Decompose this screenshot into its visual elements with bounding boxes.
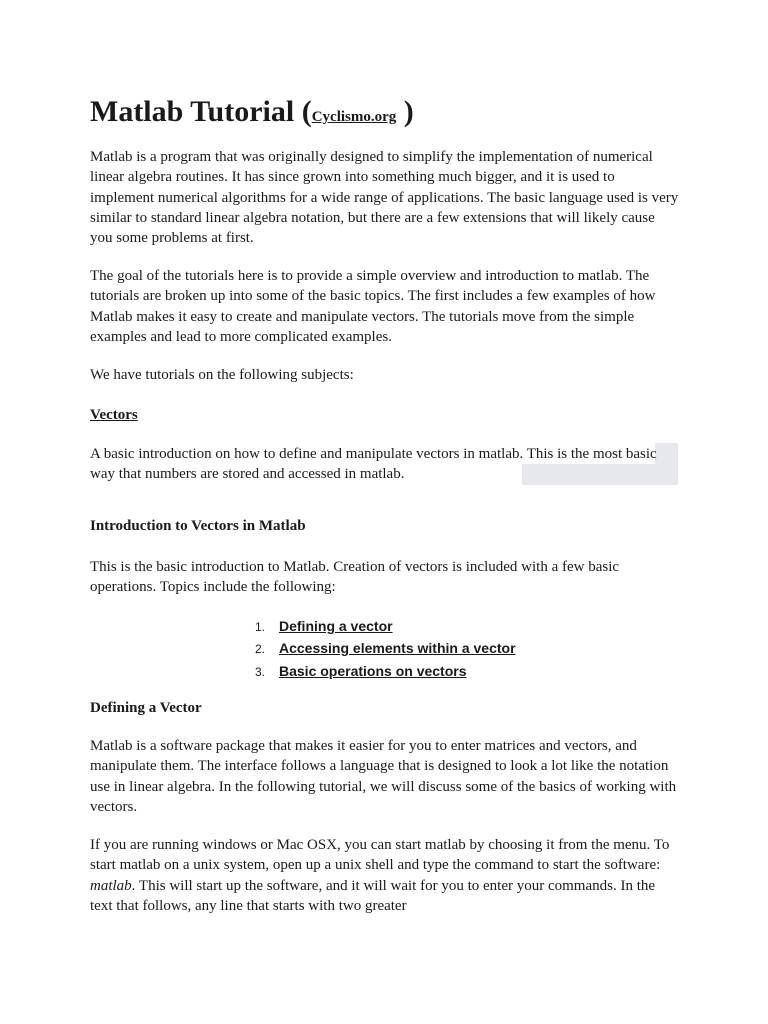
goal-paragraph: The goal of the tutorials here is to provide a simple overview and introduction to matlab. The tutorials are broken up into some of the basic topics. The first includes a few examples of how Matlab makes it easy to create and manipulate vectors. The tutorials move from the simple examples and lead to more complicated examples. (90, 268, 656, 345)
topic-link-basic-operations[interactable]: Basic operations on vectors (279, 662, 467, 679)
intro-vectors-paragraph: This is the basic introduction to Matlab. Creation of vectors is included with a few basic operations. Topics include the following: (90, 559, 620, 596)
topic-link-defining-vector[interactable]: Defining a vector (279, 618, 393, 634)
title-open-paren: ( (294, 95, 312, 128)
vectors-heading: Vectors (90, 407, 138, 423)
title-text: Matlab Tutorial (90, 95, 295, 128)
subjects-line: We have tutorials on the following subjects: (90, 367, 354, 383)
vectors-paragraph: A basic introduction on how to define and manipulate vectors in matlab. This is the most basic way that numbers are stored and accessed in matlab. (90, 446, 657, 483)
topic-number: 2. (255, 642, 266, 657)
defining-paragraph: Matlab is a software package that makes it easier for you to enter matrices and vectors, and manipulate them. The interface follows a language that is designed to look a lot like the notation use in linear algebra. In the following tutorial, we will discuss some of the basics of working with vectors. (90, 738, 677, 815)
topic-item (255, 616, 516, 638)
matlab-command: matlab (90, 877, 132, 894)
running-text-end: . This will start up the software, and it will wait for you to enter your commands. In the text that follows, any line that starts with two greater (90, 877, 656, 914)
page-title (90, 92, 414, 137)
topics-list (255, 616, 516, 683)
intro-paragraph: Matlab is a program that was originally designed to simplify the implementation of numerical linear algebra routines. It has since grown into something much bigger, and it is used to implement numerical algorithms for a wide range of applications. The basic language used is very similar to standard linear algebra notation, but there are a few extensions that will likely cause you some problems at first. (90, 149, 679, 247)
topic-item (255, 638, 516, 660)
title-site-link[interactable]: Cyclismo.org (311, 109, 397, 125)
topic-item (255, 661, 516, 683)
topic-link-accessing-elements[interactable]: Accessing elements within a vector (279, 640, 516, 657)
topic-number: 1. (255, 620, 266, 634)
intro-vectors-heading: Introduction to Vectors in Matlab (90, 518, 306, 534)
defining-heading: Defining a Vector (90, 700, 202, 716)
running-paragraph (90, 835, 680, 916)
topic-number: 3. (255, 664, 266, 679)
running-text-start: If you are running windows or Mac OSX, you can start matlab by choosing it from the menu. To start matlab on a unix system, open up a unix shell and type the command to start the software: (90, 837, 670, 874)
title-close-paren: ) (396, 95, 414, 128)
